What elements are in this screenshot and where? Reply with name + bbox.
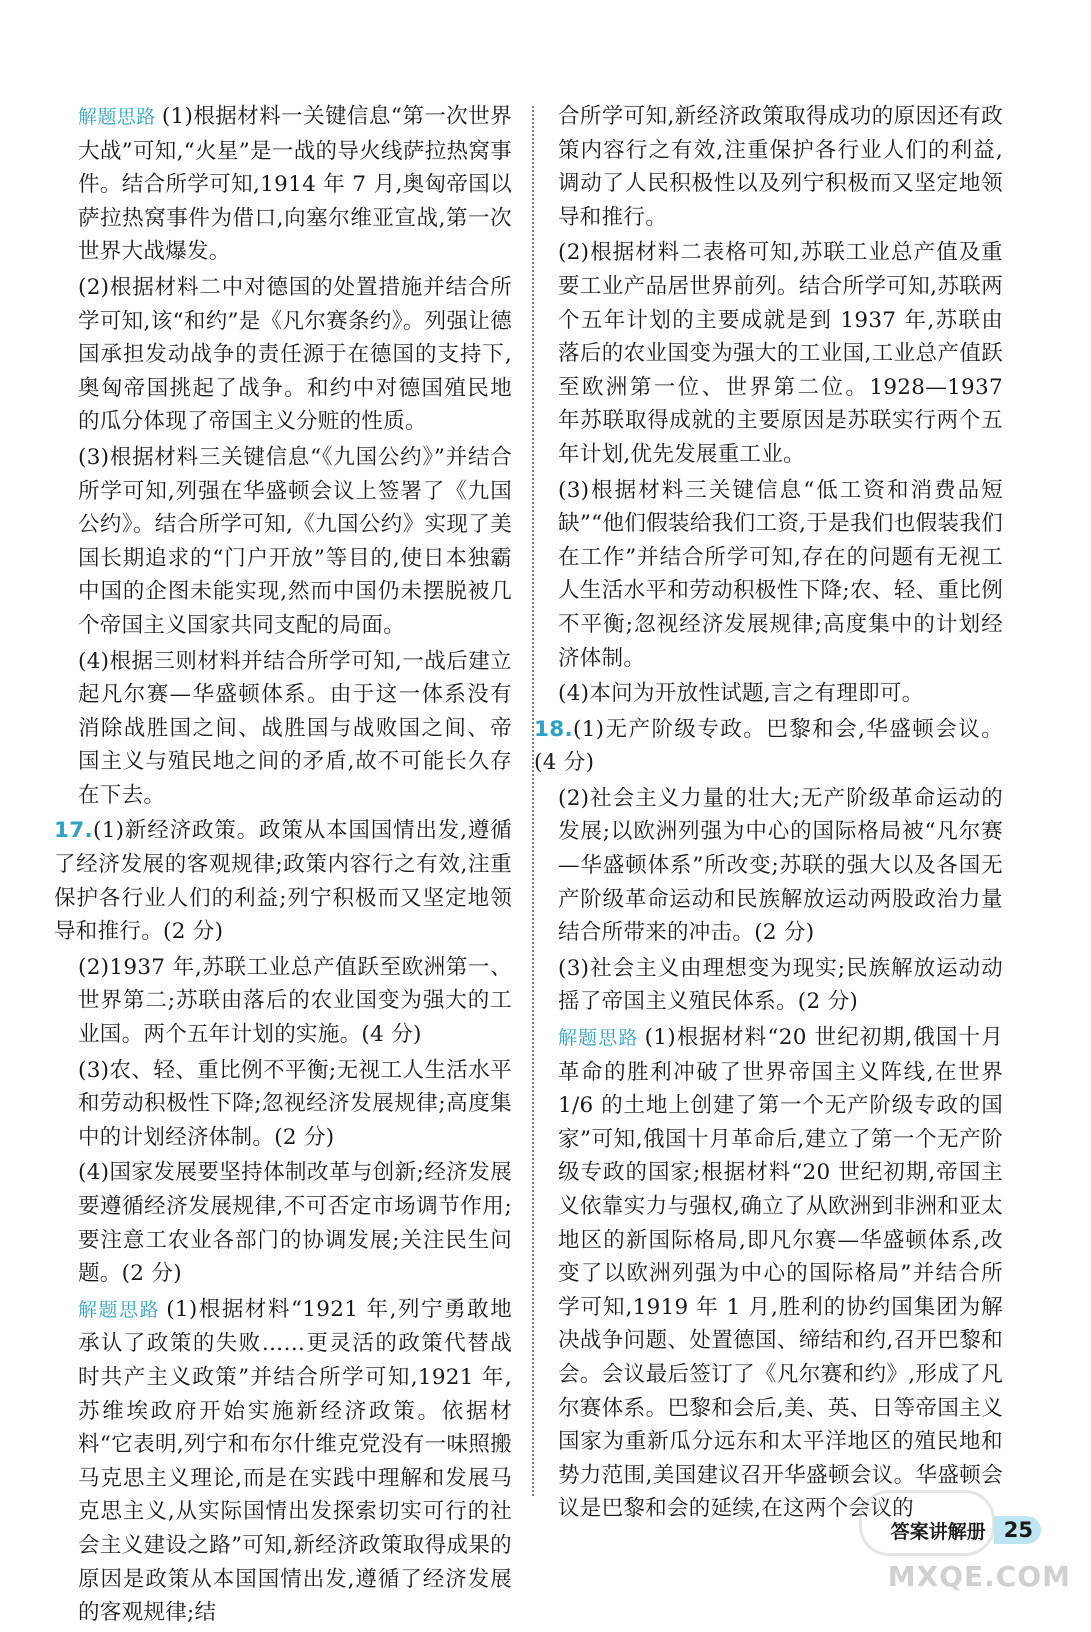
answer-paragraph: 合所学可知,新经济政策取得成功的原因还有政策内容行之有效,注重保护各行业人们的利益,调动了人民积极性以及列宁积极而又坚定地领导和推行。 (558, 104, 1003, 230)
question-17-answer (54, 814, 512, 948)
footer-label: 答案讲解册 (890, 1520, 986, 1543)
page-number: 25 (994, 1516, 1041, 1544)
paragraph-text: (1)无产阶级专政。巴黎和会,华盛顿会议。(4 分) (534, 716, 1003, 776)
answer-paragraph: (2)根据材料二表格可知,苏联工业总产值及重要工业产品居世界前列。结合所学可知,苏联两个五年计划的主要成就是到 1937 年,苏联由落后的农业国变为强大的工业国,工业总产值跃至欧洲第一位、世界第二位。1928—1937 年苏联取得成就的主要原因是苏联实行两个五年计划,优先发展重工业。 (558, 240, 1003, 467)
answer-paragraph: (3)根据材料三关键信息“《九国公约》”并结合所学可知,列强在华盛顿会议上签署了《九国公约》。结合所学可知,《九国公约》实现了美国长期追求的“门户开放”等目的,使日本独霸中国的企图未能实现,然而中国仍未摆脱被几个帝国主义国家共同支配的局面。 (78, 444, 512, 638)
hint-label: 解题思路 (558, 1027, 639, 1050)
hint-label: 解题思路 (78, 106, 156, 128)
answer-paragraph: (4)本问为开放性试题,言之有理即可。 (558, 681, 924, 707)
watermark-text: MXQE.COM (887, 1560, 1071, 1593)
answer-paragraph: (3)根据材料三关键信息“低工资和消费品短缺”“他们假装给我们工资,于是我们也假装我们在工作”并结合所学可知,存在的问题有无视工人生活水平和劳动积极性下降;农、轻、重比例不平衡;忽视经济发展规律;高度集中的计划经济体制。 (558, 477, 1003, 671)
right-column (534, 100, 1003, 1528)
page-footer (891, 1516, 1041, 1544)
answer-paragraph: (4)国家发展要坚持体制改革与创新;经济发展要遵循经济发展规律,不可否定市场调节作用;要注意工农业各部门的协调发展;关注民生问题。(2 分) (78, 1160, 512, 1287)
answer-paragraph: (2)根据材料二中对德国的处置措施并结合所学可知,该“和约”是《凡尔赛条约》。列强让德国承担发动战争的责任源于在德国的支持下,奥匈帝国挑起了战争。和约中对德国殖民地的瓜分体现了帝国主义分赃的性质。 (78, 274, 512, 435)
answer-paragraph: (2)1937 年,苏联工业总产值跃至欧洲第一、世界第二;苏联由落后的农业国变为强大的工业国。两个五年计划的实施。(4 分) (78, 954, 512, 1048)
hint-label: 解题思路 (78, 1298, 161, 1321)
hint-paragraph (78, 100, 512, 269)
answer-paragraph: (3)社会主义由理想变为现实;民族解放运动动摇了帝国主义殖民体系。(2 分) (558, 955, 1003, 1015)
hint-paragraph (558, 1021, 1003, 1526)
column-divider (532, 106, 534, 1496)
paragraph-text: (1)新经济政策。政策从本国国情出发,遵循了经济发展的客观规律;政策内容行之有效,注重保护各行业人们的利益;列宁积极而又坚定地领导和推行。(2 分) (54, 818, 512, 945)
answer-paragraph: (3)农、轻、重比例不平衡;无视工人生活水平和劳动积极性下降;忽视经济发展规律;高度集中的计划经济体制。(2 分) (78, 1057, 512, 1150)
hint-paragraph (78, 1293, 512, 1630)
question-number: 18. (534, 716, 573, 742)
answer-paragraph: (2)社会主义力量的壮大;无产阶级革命运动的发展;以欧洲列强为中心的国际格局被“凡尔赛—华盛顿体系”所改变;苏联的强大以及各国无产阶级革命运动和民族解放运动两股政治力量结合所带来的冲击。(2 分) (558, 785, 1003, 946)
question-number: 17. (54, 818, 93, 844)
left-column (54, 100, 512, 1632)
paragraph-text: (1)根据材料“20 世纪初期,俄国十月革命的胜利冲破了世界帝国主义阵线,在世界 1/6 的土地上创建了第一个无产阶级专政的国家”可知,俄国十月革命后,建立了第一个无产阶级专政的国家;根据材料“20 世纪初期,帝国主义依靠实力与强权,确立了从欧洲到非洲和亚太地区的新国际格局,即凡尔赛—华盛顿体系,改变了以欧洲列强为中心的国际格局”并结合所学可知,1919 年 1 月,胜利的协约国集团为解决战争问题、处置德国、缔结和约,召开巴黎和会。会议最后签订了《凡尔赛和约》,形成了凡尔赛体系。巴黎和会后,美、英、日等帝国主义国家为重新瓜分远东和太平洋地区的殖民地和势力范围,美国建议召开华盛顿会议。华盛顿会议是巴黎和会的延续,在这两个会议的 (558, 1025, 1003, 1522)
question-18-answer (534, 713, 1003, 780)
answer-paragraph: (4)根据三则材料并结合所学可知,一战后建立起凡尔赛—华盛顿体系。由于这一体系没有消除战胜国之间、战胜国与战败国之间、帝国主义与殖民地之间的矛盾,故不可能长久存在下去。 (78, 648, 512, 808)
paragraph-text: (1)根据材料一关键信息“第一次世界大战”可知,“火星”是一战的导火线萨拉热窝事件。结合所学可知,1914 年 7 月,奥匈帝国以萨拉热窝事件为借口,向塞尔维亚宣战,第一次世界大战爆发。 (78, 104, 512, 265)
paragraph-text: (1)根据材料“1921 年,列宁勇敢地承认了政策的失败……更灵活的政策代替战时共产主义政策”并结合所学可知,1921 年,苏维埃政府开始实施新经济政策。依据材料“它表明,列宁和布尔什维克党没有一味照搬马克思主义理论,而是在实践中理解和发展马克思主义,从实际国情出发探索切实可行的社会主义建设之路”可知,新经济政策取得成果的原因是政策从本国国情出发,遵循了经济发展的客观规律;结 (78, 1296, 512, 1626)
